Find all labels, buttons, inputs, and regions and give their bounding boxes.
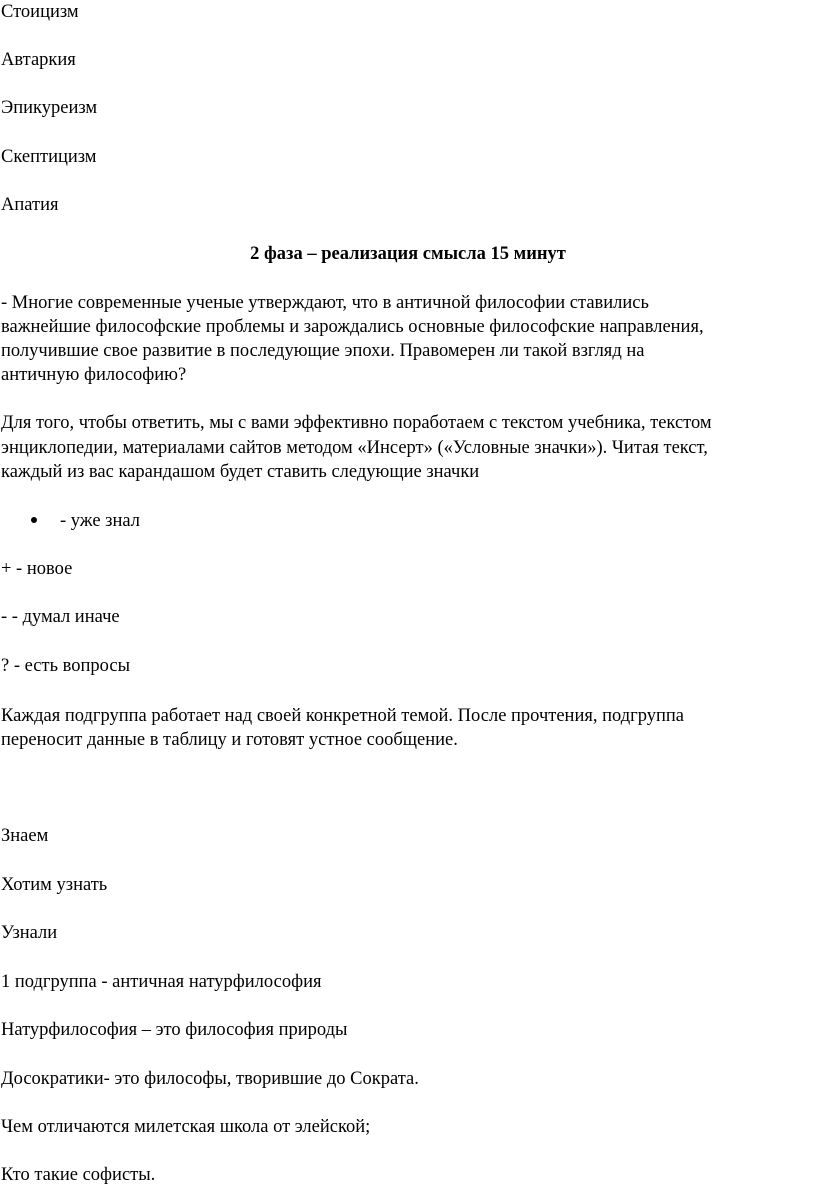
table-header-know: Знаем	[1, 826, 49, 846]
question-item: Кто такие софисты.	[1, 1165, 156, 1185]
bullet-icon	[31, 517, 37, 523]
question-line: важнейшие философские проблемы и зарождались основные философские направления,	[1, 317, 704, 337]
term-autarky: Автаркия	[1, 50, 76, 70]
term-skepticism: Скептицизм	[1, 147, 97, 167]
insert-method-line: энциклопедии, материалами сайтов методом «Инсерт» («Условные значки»). Читая текст,	[1, 438, 708, 458]
term-stoicism: Стоицизм	[1, 2, 79, 22]
phase-heading: 2 фаза – реализация смысла 15 минут	[250, 244, 566, 264]
group-work-line: переносит данные в таблицу и готовят устное сообщение.	[1, 730, 458, 750]
mark-new: + - новое	[1, 559, 73, 579]
insert-method-line: каждый из вас карандашом будет ставить следующие значки	[1, 462, 480, 482]
question-item: Чем отличаются милетская школа от элейской;	[1, 1117, 371, 1137]
definition-line: Натурфилософия – это философия природы	[1, 1020, 348, 1040]
question-line: античную философию?	[1, 365, 187, 385]
insert-method-line: Для того, чтобы ответить, мы с вами эффективно поработаем с текстом учебника, текстом	[1, 413, 712, 433]
question-line: получившие свое развитие в последующие эпохи. Правомерен ли такой взгляд на	[1, 341, 645, 361]
group-work-line: Каждая подгруппа работает над своей конкретной темой. После прочтения, подгруппа	[1, 706, 684, 726]
table-header-learned: Узнали	[1, 923, 58, 943]
term-apathy: Апатия	[1, 195, 59, 215]
table-header-want-to-know: Хотим узнать	[1, 875, 108, 895]
bullet-item-text: - уже знал	[60, 511, 140, 531]
mark-thought-otherwise: - - думал иначе	[1, 607, 120, 627]
bullet-list-item	[31, 509, 140, 533]
question-line: - Многие современные ученые утверждают, что в античной философии ставились	[1, 293, 649, 313]
term-epicureanism: Эпикуреизм	[1, 98, 98, 118]
mark-questions: ? - есть вопросы	[1, 656, 131, 676]
definition-line: Досократики- это философы, творившие до Сократа.	[1, 1069, 419, 1089]
subgroup-title: 1 подгруппа - античная натурфилософия	[1, 972, 322, 992]
